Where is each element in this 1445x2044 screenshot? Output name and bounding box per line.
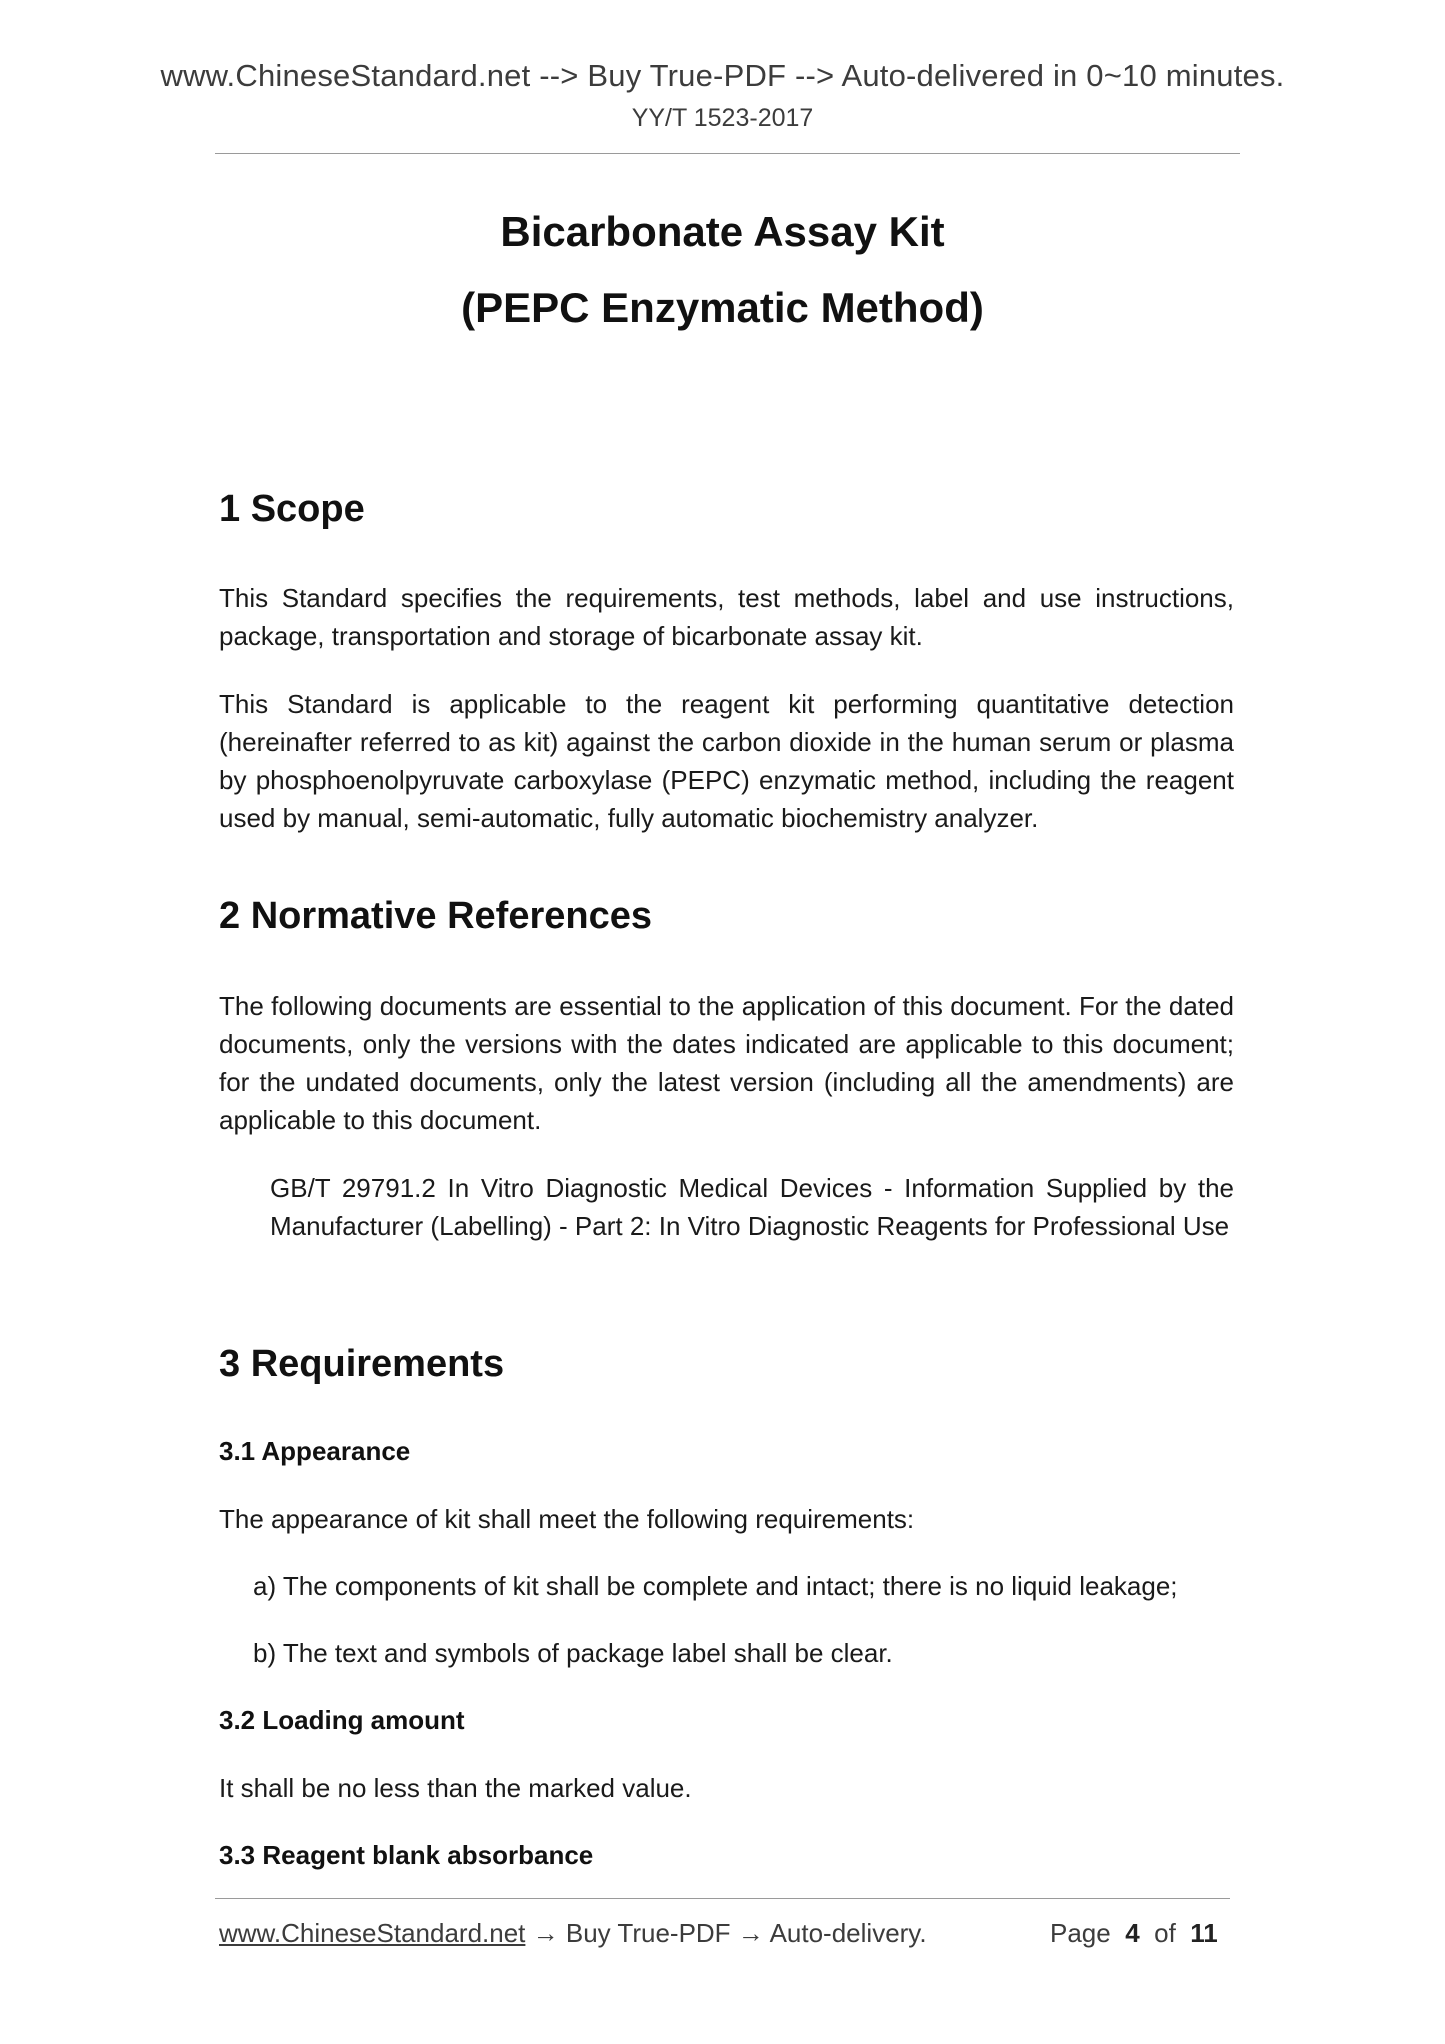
page-number xyxy=(1050,1918,1218,1949)
footer-site-link[interactable]: www.ChineseStandard.net xyxy=(219,1918,526,1948)
subsection-heading-reagent-blank: 3.3 Reagent blank absorbance xyxy=(219,1840,594,1870)
normative-paragraph: The following documents are essential to the application of this document. For the dated documents, only the versions with the dates indicated are applicable to this document; for the undated documents, only the latest version (including all the amendments) are applicable to this document. xyxy=(219,991,1234,1135)
standard-code: YY/T 1523-2017 xyxy=(631,104,814,132)
current-page: 4 xyxy=(1125,1918,1140,1948)
appearance-requirement-b: b) The text and symbols of package label shall be clear. xyxy=(253,1638,893,1668)
footer-divider xyxy=(215,1898,1230,1899)
header-promo-text: www.ChineseStandard.net --> Buy True-PDF --> Auto-delivered in 0~10 minutes. xyxy=(160,58,1285,93)
footer-promo-text: → Buy True-PDF → Auto-delivery. xyxy=(525,1918,927,1948)
subsection-heading-loading-amount: 3.2 Loading amount xyxy=(219,1705,465,1735)
appearance-requirement-a: a) The components of kit shall be complete and intact; there is no liquid leakage; xyxy=(253,1571,1178,1601)
scope-paragraph-1: This Standard specifies the requirements, test methods, label and use instructions, package, transportation and storage of bicarbonate assay kit. xyxy=(219,583,1234,651)
scope-paragraph-2: This Standard is applicable to the reagent kit performing quantitative detection (hereinafter referred to as kit) against the carbon dioxide in the human serum or plasma by phosphoenolpyruvate carboxylase (PEPC) enzymatic method, including the reagent used by manual, semi-automatic, fully automatic biochemistry analyzer. xyxy=(219,689,1234,833)
section-heading-requirements: 3 Requirements xyxy=(219,1343,505,1385)
section-heading-normative-references: 2 Normative References xyxy=(219,895,652,937)
footer-promo xyxy=(219,1918,927,1949)
normative-reference-item: GB/T 29791.2 In Vitro Diagnostic Medical Devices - Information Supplied by the Manufacturer (Labelling) - Part 2: In Vitro Diagnostic Reagents for Professional Use xyxy=(270,1173,1234,1241)
subsection-heading-appearance: 3.1 Appearance xyxy=(219,1436,411,1466)
header-divider xyxy=(215,153,1240,154)
document-subtitle: (PEPC Enzymatic Method) xyxy=(461,284,984,331)
total-pages: 11 xyxy=(1190,1918,1218,1948)
page-label: Page xyxy=(1050,1918,1111,1948)
of-label: of xyxy=(1154,1918,1176,1948)
section-heading-scope: 1 Scope xyxy=(219,488,365,530)
document-title: Bicarbonate Assay Kit xyxy=(500,208,945,255)
loading-amount-text: It shall be no less than the marked value. xyxy=(219,1773,692,1803)
appearance-intro: The appearance of kit shall meet the following requirements: xyxy=(219,1504,915,1534)
